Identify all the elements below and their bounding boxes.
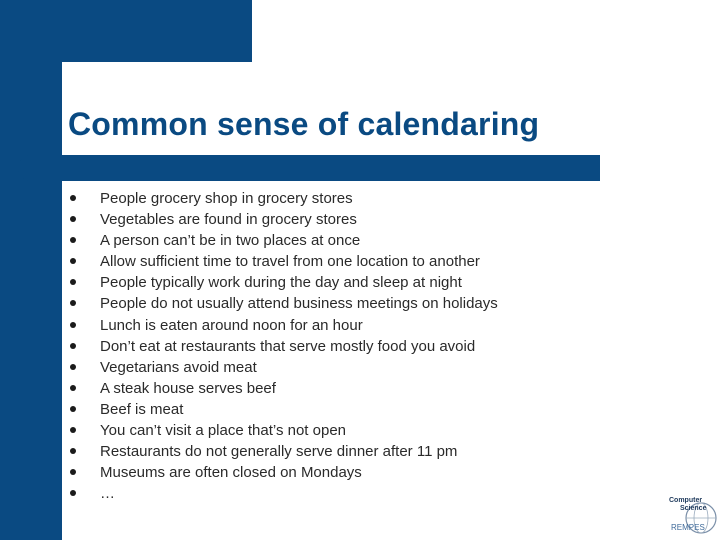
computer-science-logo [668, 492, 718, 536]
bullet-item [68, 483, 498, 504]
bullet-item [68, 441, 498, 462]
bullet-dot-icon [70, 237, 76, 243]
bullet-item [68, 420, 498, 441]
slide-title: Common sense of calendaring [68, 106, 540, 142]
logo-text-line2: Science [680, 505, 707, 512]
bullet-dot-icon [70, 427, 76, 433]
bullet-text: Restaurants do not generally serve dinner after 11 pm [100, 443, 458, 461]
top-accent-band [0, 0, 252, 62]
bullet-item [68, 378, 498, 399]
bullet-text: A steak house serves beef [100, 379, 276, 397]
title-underline-bar [18, 155, 600, 181]
bullet-text: People grocery shop in grocery stores [100, 190, 353, 207]
bullet-dot-icon [70, 258, 76, 264]
bullet-text: People do not usually attend business meetings on holidays [100, 295, 498, 313]
bullet-item [68, 399, 498, 420]
bullet-text: Vegetarians avoid meat [100, 358, 257, 376]
bullet-text: A person can’t be in two places at once [100, 232, 361, 250]
bullet-dot-icon [70, 490, 76, 496]
bullet-text: Vegetables are found in grocery stores [100, 211, 357, 229]
bullet-text: Allow sufficient time to travel from one location to another [100, 253, 480, 271]
bullet-text: … [100, 485, 115, 503]
bullet-item [68, 357, 498, 378]
bullet-dot-icon [70, 322, 76, 328]
bullet-item [68, 251, 498, 272]
bullet-dot-icon [70, 469, 76, 475]
bullet-item [68, 230, 498, 251]
bullet-item [68, 462, 498, 483]
logo-text-line1: Computer [669, 497, 703, 504]
bullet-item [68, 188, 498, 209]
bullet-item [68, 209, 498, 230]
bullet-item [68, 293, 498, 314]
bullet-item [68, 336, 498, 357]
bullet-dot-icon [70, 216, 76, 222]
bullet-dot-icon [70, 195, 76, 201]
bullet-text: Beef is meat [100, 400, 184, 418]
corner-curve [62, 62, 102, 102]
bullet-dot-icon [70, 300, 76, 306]
bullet-dot-icon [70, 406, 76, 412]
left-accent-band [0, 0, 62, 540]
bullet-dot-icon [70, 343, 76, 349]
bullet-dot-icon [70, 385, 76, 391]
bullet-text: Lunch is eaten around noon for an hour [100, 316, 363, 334]
bullet-dot-icon [70, 448, 76, 454]
logo-text-line3: REMPES [671, 523, 705, 532]
bullet-text: Don’t eat at restaurants that serve mostly food you avoid [100, 337, 476, 355]
bullet-text: People typically work during the day and sleep at night [100, 274, 462, 292]
bullet-text: Museums are often closed on Mondays [100, 464, 362, 482]
bullet-item [68, 272, 498, 293]
bullet-item [68, 315, 498, 336]
bullet-dot-icon [70, 279, 76, 285]
bullet-text: You can’t visit a place that’s not open [100, 422, 347, 440]
bullet-list [68, 188, 498, 504]
bullet-dot-icon [70, 364, 76, 370]
